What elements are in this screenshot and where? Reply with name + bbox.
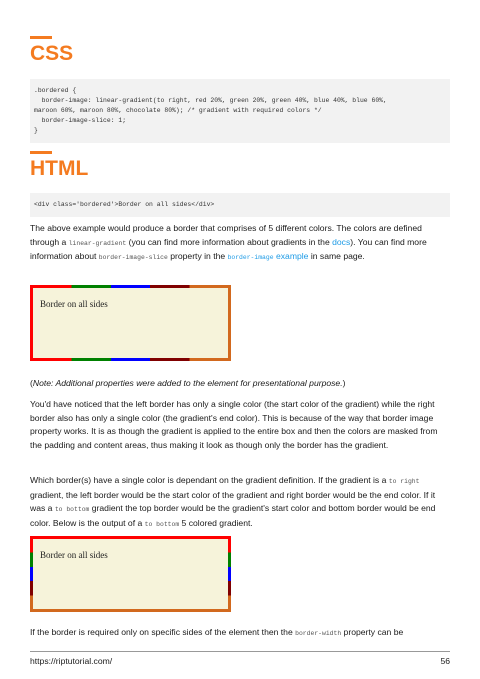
page-number: 56	[440, 656, 450, 666]
paragraph-border-explanation: You'd have noticed that the left border has only a single color (the start color of the gradient) while the right border also has only a single color (the gradient's end color). This is because of the way that border image property works. It is as though the gradient is applied to the entire box and then the colors are masked from the padding and content areas, thus making it look as though only the border has the gradient.	[30, 399, 438, 450]
text: If the border is required only on specific sides of the element then the	[30, 627, 296, 637]
text: The above example would produce a border that comprises of 5 different colors. The colors are defined through a	[30, 223, 422, 247]
code-line: <div class='bordered'>Border on all sides</div>	[34, 201, 215, 208]
demo-box-label: Border on all sides	[40, 299, 108, 309]
presentation-note: (Note: Additional properties were added to the element for presentational purpose.)	[30, 378, 346, 388]
inline-code: border-width	[295, 630, 342, 637]
border-image-link[interactable]: border-image	[227, 254, 274, 262]
example-link[interactable]: example	[273, 251, 309, 262]
css-code-block	[30, 79, 450, 143]
footer-url[interactable]: https://riptutorial.com/	[30, 656, 113, 666]
inline-code: to bottom	[54, 506, 90, 514]
inline-code: border-image-slice	[98, 254, 168, 262]
docs-link[interactable]: docs	[332, 236, 351, 247]
css-heading: CSS	[30, 42, 74, 65]
paragraph-border-width	[30, 626, 450, 641]
text: in same page.	[308, 251, 365, 262]
html-heading: HTML	[30, 157, 89, 180]
inline-code: linear-gradient	[68, 239, 127, 247]
note-text: Note: Additional properties were added to the element for presentational purpose.	[32, 378, 343, 388]
heading-accent-bar	[30, 151, 52, 154]
inline-code: to bottom	[144, 520, 180, 528]
code-line: }	[34, 127, 38, 134]
footer-divider	[30, 651, 450, 652]
text: gradient the top border would be the gradient's start color and bottom border would be end color. Below is the output of a	[30, 503, 436, 528]
text: gradient, the left border would be the start color of the gradient and right border would be the end color. If it was a	[30, 489, 436, 514]
html-code-block	[30, 193, 450, 217]
code-line: border-image: linear-gradient(to right, red 20%, green 20%, green 40%, blue 40%, blue 60%,	[34, 97, 387, 104]
code-line: maroon 60%, maroon 80%, chocolate 80%); /* gradient with required colors */	[34, 107, 322, 114]
code-line: .bordered {	[34, 87, 77, 94]
text: 5 colored gradient.	[179, 517, 253, 528]
inline-code: to right	[388, 478, 420, 485]
paragraph-explanation	[30, 222, 450, 265]
text: ). You can find more information about	[30, 236, 427, 262]
paragraph-gradient-direction	[30, 474, 450, 531]
text: Which border(s) have a single color is dependant on the gradient definition. If the gradient is a	[30, 475, 389, 485]
demo-box-label: Border on all sides	[40, 550, 108, 560]
demo-box-to-bottom	[30, 536, 231, 612]
demo-box-to-right	[30, 285, 231, 361]
text: property in the	[167, 251, 228, 262]
heading-accent-bar	[30, 36, 52, 39]
text: (you can find more information about gradients in the	[126, 236, 333, 247]
code-line: border-image-slice: 1;	[34, 117, 127, 124]
text: property can be	[341, 627, 404, 637]
